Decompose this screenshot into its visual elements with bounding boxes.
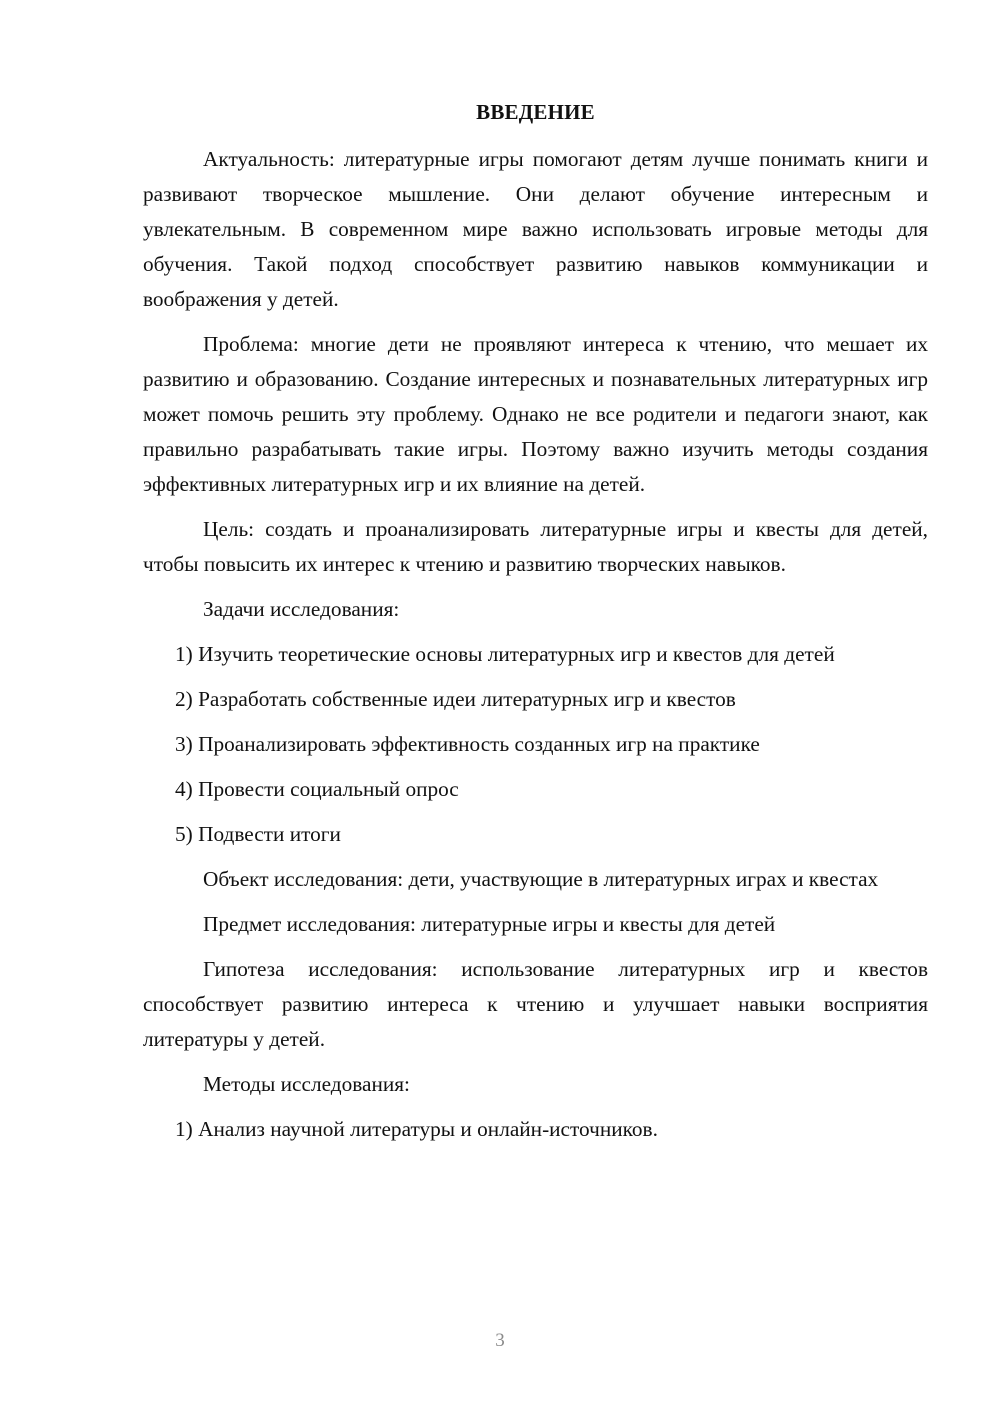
page-title: ВВЕДЕНИЕ xyxy=(476,100,595,124)
task-item-3: 3) Проанализировать эффективность созданных игр на практике xyxy=(175,732,760,756)
page-number: 3 xyxy=(495,1330,505,1351)
tasks-heading: Задачи исследования: xyxy=(203,597,400,621)
task-item-1: 1) Изучить теоретические основы литературных игр и квестов для детей xyxy=(175,642,835,666)
relevance-paragraph: Актуальность: литературные игры помогают детям лучше понимать книги и развивают творческое мышление. Они делают обучение интересным и увлекательным. В современном мире важно использовать игровые методы для обучения. Такой подход способствует развитию навыков коммуникации и воображения у детей. xyxy=(143,147,928,311)
goal-paragraph: Цель: создать и проанализировать литературные игры и квесты для детей, чтобы повысить их интерес к чтению и развитию творческих навыков. xyxy=(143,517,928,576)
methods-heading: Методы исследования: xyxy=(203,1072,410,1096)
document-page xyxy=(143,95,928,1157)
hypothesis-paragraph: Гипотеза исследования: использование литературных игр и квестов способствует развитию интереса к чтению и улучшает навыки восприятия литературы у детей. xyxy=(143,957,928,1051)
task-item-2: 2) Разработать собственные идеи литературных игр и квестов xyxy=(175,687,736,711)
task-item-5: 5) Подвести итоги xyxy=(175,822,341,846)
task-item-4: 4) Провести социальный опрос xyxy=(175,777,459,801)
subject-paragraph: Предмет исследования: литературные игры и квесты для детей xyxy=(203,912,776,936)
problem-paragraph: Проблема: многие дети не проявляют интереса к чтению, что мешает их развитию и образованию. Создание интересных и познавательных литературных игр может помочь решить эту проблему. Однако не все родители и педагоги знают, как правильно разрабатывать такие игры. Поэтому важно изучить методы создания эффективных литературных игр и их влияние на детей. xyxy=(143,332,928,496)
method-item-1: 1) Анализ научной литературы и онлайн-источников. xyxy=(175,1117,658,1141)
object-paragraph: Объект исследования: дети, участвующие в литературных играх и квестах xyxy=(203,867,879,891)
